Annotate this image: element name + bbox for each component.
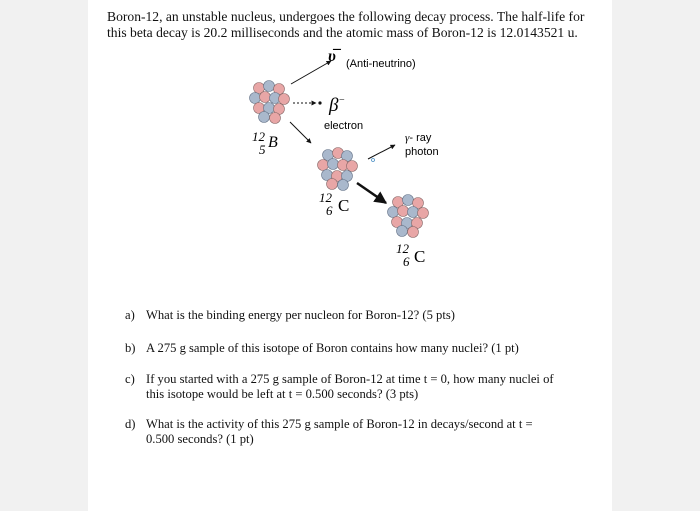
question-text: A 275 g sample of this isotope of Boron contains how many nuclei? (1 pt) bbox=[146, 341, 519, 355]
question-text: If you started with a 275 g sample of Boron-12 at time t = 0, how many nuclei of bbox=[146, 372, 554, 386]
carbon-excited-atomic-number: 6 bbox=[326, 203, 333, 218]
gamma-arrow bbox=[368, 145, 395, 159]
decay-arrow bbox=[290, 122, 311, 143]
antineutrino-arrow bbox=[291, 61, 331, 84]
question-text: What is the binding energy per nucleon for Boron-12? (5 pts) bbox=[146, 308, 455, 322]
carbon-ground-symbol: C bbox=[414, 247, 426, 266]
carbon-excited-mass-number: 12 bbox=[319, 190, 332, 205]
question-text: this isotope would be left at t = 0.500 seconds? (3 pts) bbox=[146, 387, 419, 401]
boron-symbol: B bbox=[268, 134, 278, 151]
gamma-ray-label: γ- ray bbox=[405, 132, 432, 144]
antineutrino-label: (Anti-neutrino) bbox=[346, 58, 416, 70]
question-text: 0.500 seconds? (1 pt) bbox=[146, 432, 254, 446]
boron-mass-number: 12 bbox=[252, 129, 265, 144]
de-excitation-arrow bbox=[357, 183, 386, 203]
boron-atomic-number: 5 bbox=[259, 142, 266, 157]
question-letter: d) bbox=[125, 417, 136, 431]
photon-label: photon bbox=[405, 146, 439, 158]
carbon-ground-mass-number: 12 bbox=[396, 241, 409, 256]
carbon-excited-nucleus bbox=[318, 148, 358, 191]
question-text: What is the activity of this 275 g sample of Boron-12 in decays/second at t = bbox=[146, 417, 533, 431]
electron-label: electron bbox=[324, 120, 364, 132]
question-letter: c) bbox=[125, 372, 135, 386]
carbon-ground-nucleus bbox=[388, 195, 429, 238]
boron-nucleus bbox=[250, 81, 290, 124]
beta-symbol: β− bbox=[329, 95, 346, 116]
question-letter: a) bbox=[125, 308, 135, 322]
question-letter: b) bbox=[125, 341, 136, 355]
intro-line-1: Boron-12, an unstable nucleus, undergoes the following decay process. The half-life for bbox=[107, 9, 585, 24]
antineutrino-symbol: υ̅ bbox=[328, 48, 336, 65]
beta-dot bbox=[318, 101, 321, 104]
gamma-dot bbox=[372, 159, 375, 162]
carbon-excited-symbol: C bbox=[338, 196, 350, 215]
carbon-ground-atomic-number: 6 bbox=[403, 254, 410, 269]
intro-line-2: this beta decay is 20.2 milliseconds and the atomic mass of Boron-12 is 12.0143521 u. bbox=[107, 25, 578, 40]
